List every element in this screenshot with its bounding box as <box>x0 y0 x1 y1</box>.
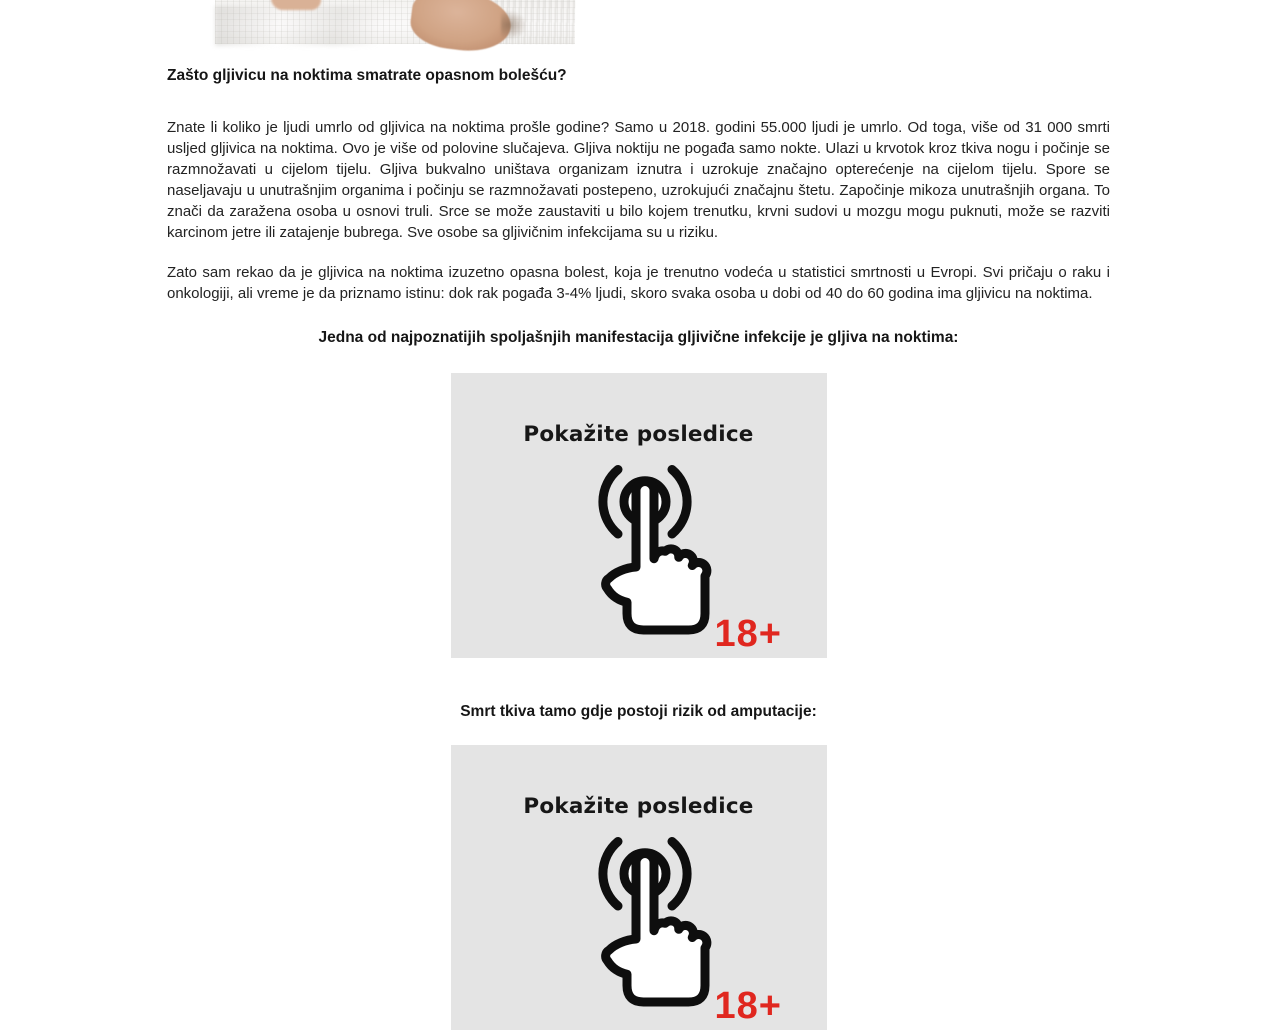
reveal-box-1[interactable] <box>451 373 827 658</box>
photo-arm-shadow <box>501 10 527 40</box>
photo-arm-fragment <box>408 0 514 56</box>
photo-hand-fragment <box>271 0 321 10</box>
article-paragraph-2: Zato sam rekao da je gljivica na noktima izuzetno opasna bolest, koja je trenutno vodeća u statistici smrtnosti u Evropi. Svi pričaju o raku i onkologiji, ali vreme je da priznamo istinu: dok rak pogađa 3-4% ljudi, skoro svaka osoba u dobi od 40 do 60 godina ima gljivicu na noktima. <box>167 264 1110 302</box>
article-paragraph-1: Znate li koliko je ljudi umrlo od gljivica na noktima prošle godine? Samo u 2018. godini 55.000 ljudi je umrlo. Od toga, više od 31 000 smrti usljed gljivica na noktima. Ovo je više od polovine slučajeva. Gljiva noktiju ne pogađa samo nokte. Ulazi u krvotok kroz tkiva nogu i počinje se razmnožavati u cijelom tijelu. Gljiva bukvalno uništava organizam iznutra i uzrokuje značajno opterećenje na cijelom tijelu. Spore se naseljavaju u unutrašnjim organima i počinju se razmnožavati postepeno, uzrokujući značajnu štetu. Započinje mikoza unutrašnjih organa. To znači da zaražena osoba u osnovi truli. Srce se može zaustaviti u bilo kojem trenutku, krvni sudovi u mozgu mogu puknuti, može se razviti karcinom jetre ili zatajenje bubrega. Sve osobe sa gljivičnim infekcijama su u riziku. <box>167 119 1110 241</box>
age-badge: 18+ <box>714 613 782 655</box>
fabric-fold <box>215 6 435 46</box>
age-badge: 18+ <box>714 985 782 1027</box>
article-heading: Zašto gljivicu na noktima smatrate opasnom bolešću? <box>167 67 567 84</box>
reveal-box-2[interactable] <box>451 745 827 1030</box>
article-photo <box>215 0 575 44</box>
reveal-box-label: Pokažite posledice <box>523 794 754 819</box>
callout-nail-fungus: Jedna od najpoznatijih spoljašnjih manifestacija gljivične infekcije je gljiva na noktima: <box>318 329 959 346</box>
callout-amputation: Smrt tkiva tamo gdje postoji rizik od amputacije: <box>460 703 817 720</box>
reveal-box-label: Pokažite posledice <box>523 422 754 447</box>
